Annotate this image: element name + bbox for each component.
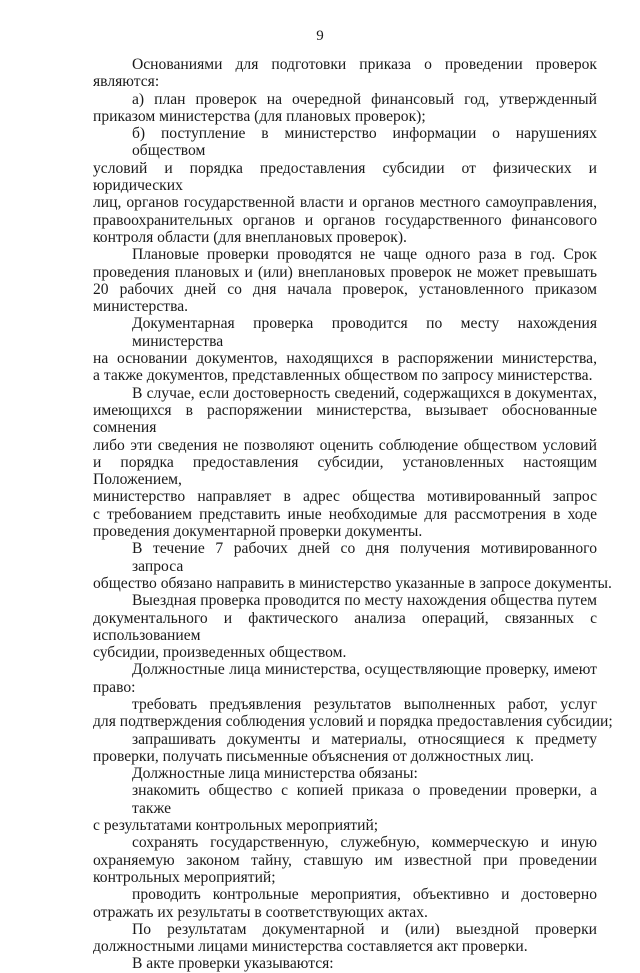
- text-line: охраняемую законом тайну, ставшую им известной при проведении: [93, 851, 597, 869]
- paragraph: [93, 886, 597, 921]
- paragraph: [93, 56, 597, 91]
- document-body: [93, 56, 613, 973]
- text-line: проводить контрольные мероприятия, объективно и достоверно: [132, 886, 597, 904]
- paragraph: [93, 91, 597, 126]
- text-line: право:: [93, 678, 136, 696]
- text-line: знакомить общество с копией приказа о проведении проверки, а также: [132, 782, 597, 817]
- text-line: контрольных мероприятий;: [93, 868, 276, 886]
- paragraph: [93, 834, 597, 886]
- paragraph: [93, 125, 597, 246]
- paragraph: [93, 385, 597, 541]
- text-line: а также документов, представленных обществом по запросу министерства.: [93, 367, 593, 385]
- text-line: контроля области (для внеплановых проверок).: [93, 228, 407, 246]
- text-line: Выездная проверка проводится по месту нахождения общества путем: [132, 592, 597, 610]
- text-line: В течение 7 рабочих дней со дня получения мотивированного запроса: [132, 540, 597, 575]
- paragraph: [93, 782, 597, 834]
- text-line: правоохранительных органов и органов государственного финансового: [93, 211, 597, 229]
- paragraph: [93, 315, 597, 384]
- paragraph: [93, 695, 613, 731]
- text-line: проведения документарной проверки документы.: [93, 523, 423, 541]
- text-line: а) план проверок на очередной финансовый год, утвержденный: [132, 90, 597, 108]
- paragraph: [93, 246, 597, 315]
- text-line: условий и порядка предоставления субсидии от физических и юридических: [93, 159, 597, 195]
- text-line: приказом министерства (для плановых проверок);: [93, 107, 426, 125]
- text-line: Должностные лица министерства, осуществляющие проверку, имеют: [132, 661, 597, 679]
- text-line: В акте проверки указываются:: [132, 955, 334, 973]
- text-line: отражать их результаты в соответствующих актах.: [93, 903, 428, 921]
- text-line: Основаниями для подготовки приказа о проведении проверок: [132, 56, 597, 73]
- text-line: для подтверждения соблюдения условий и порядка предоставления субсидии;: [93, 713, 613, 731]
- text-line: либо эти сведения не позволяют оценить соблюдение обществом условий: [93, 436, 597, 454]
- text-line: общество обязано направить в министерство указанные в запросе документы.: [93, 574, 612, 592]
- text-line: министерства.: [93, 298, 189, 316]
- paragraph: [93, 955, 597, 972]
- text-line: и порядка предоставления субсидии, установленных настоящим Положением,: [93, 453, 597, 489]
- paragraph: [93, 661, 597, 696]
- text-line: министерство направляет в адрес общества мотивированный запрос: [93, 488, 597, 506]
- paragraph: [93, 731, 597, 766]
- text-line: являются:: [93, 73, 160, 91]
- text-line: 20 рабочих дней со дня начала проверок, установленного приказом: [93, 280, 597, 298]
- text-line: с результатами контрольных мероприятий;: [93, 817, 379, 835]
- text-line: на основании документов, находящихся в распоряжении министерства,: [93, 350, 597, 368]
- text-line: б) поступление в министерство информации о нарушениях обществом: [132, 125, 597, 160]
- text-line: запрашивать документы и материалы, относящиеся к предмету: [132, 730, 597, 748]
- text-line: лиц, органов государственной власти и органов местного самоуправления,: [93, 194, 597, 212]
- paragraph: [93, 540, 612, 592]
- text-line: В случае, если достоверность сведений, содержащихся в документах,: [132, 384, 597, 402]
- page-number: 9: [316, 28, 324, 44]
- paragraph: [93, 921, 597, 956]
- text-line: Документарная проверка проводится по месту нахождения министерства: [132, 315, 597, 350]
- text-line: Должностные лица министерства обязаны:: [132, 765, 418, 783]
- paragraph: [93, 592, 597, 661]
- text-line: имеющихся в распоряжении министерства, вызывает обоснованные сомнения: [93, 401, 597, 437]
- paragraph: [93, 765, 597, 782]
- text-line: сохранять государственную, служебную, коммерческую и иную: [132, 834, 597, 852]
- text-line: субсидии, произведенных обществом.: [93, 644, 347, 662]
- text-line: проверки, получать письменные объяснения от должностных лиц.: [93, 747, 534, 765]
- text-line: проведения плановых и (или) внеплановых проверок не может превышать: [93, 263, 597, 281]
- text-line: требовать предъявления результатов выполненных работ, услуг: [132, 695, 597, 713]
- text-line: документального и фактического анализа операций, связанных с использованием: [93, 609, 597, 644]
- text-line: с требованием представить иные необходимые для рассмотрения в ходе: [93, 505, 597, 523]
- text-line: должностными лицами министерства составляется акт проверки.: [93, 938, 528, 956]
- text-line: По результатам документарной и (или) выездной проверки: [132, 920, 597, 938]
- text-line: Плановые проверки проводятся не чаще одного раза в год. Срок: [132, 246, 597, 264]
